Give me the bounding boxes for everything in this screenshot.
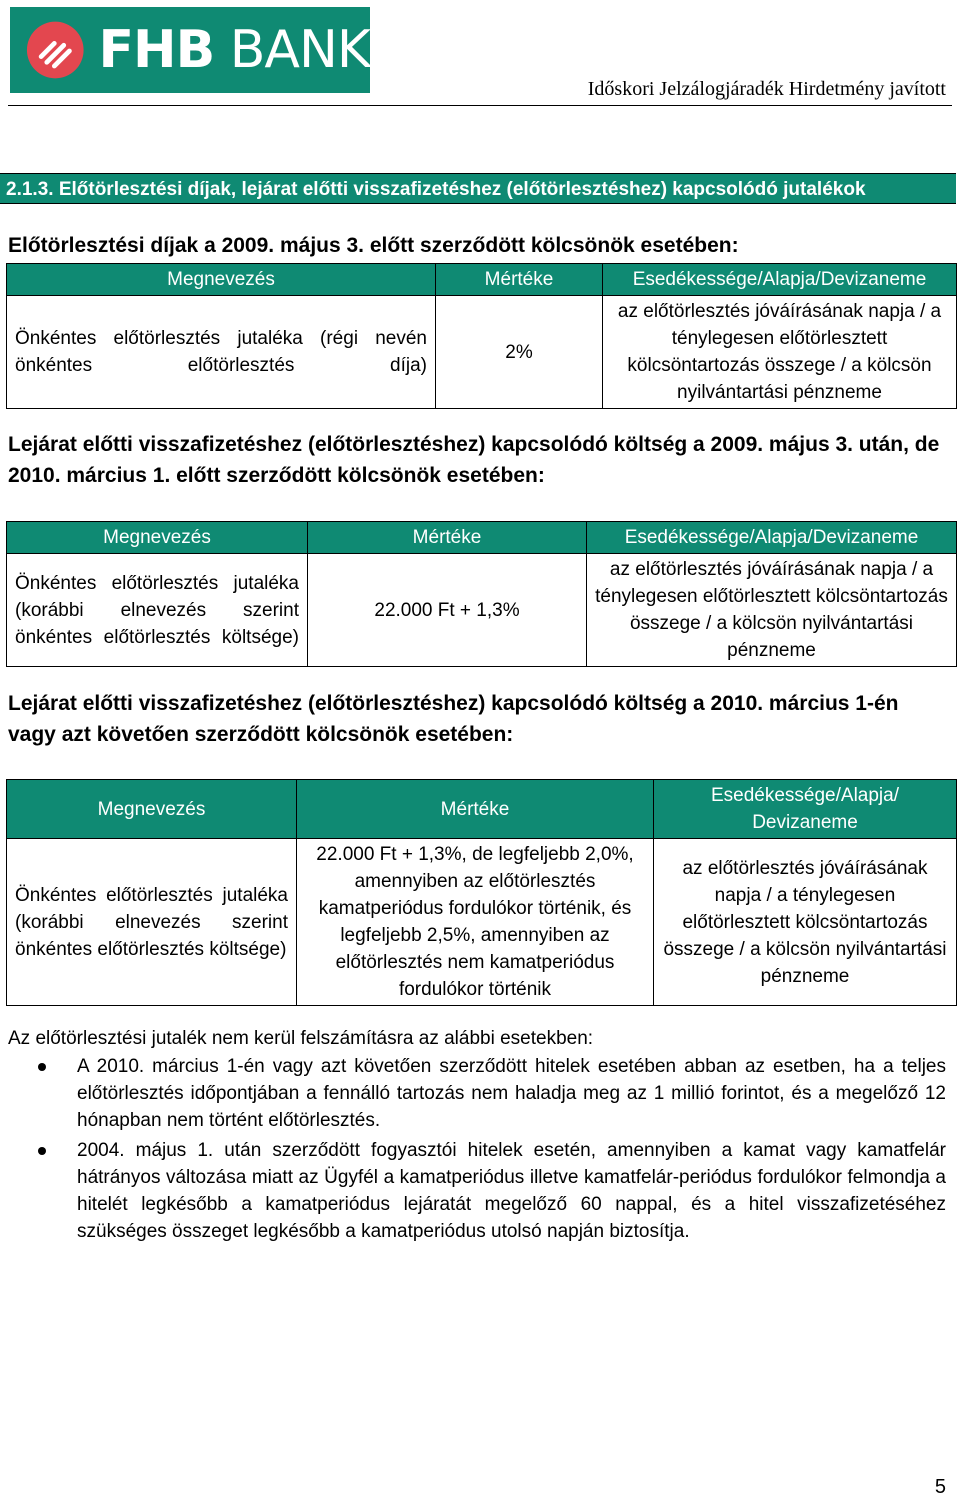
block2-table: [6, 521, 957, 667]
header-divider: [8, 105, 952, 106]
block3-heading: Lejárat előtti visszafizetéshez (előtörlesztéshez) kapcsolódó költség a 2010. március 1-én vagy azt követően szerződött kölcsönök esetében:: [8, 692, 899, 746]
table-cell: az előtörlesztés jóváírásának napja / a ténylegesen előtörlesztett kölcsöntartozás összege / a kölcsön nyilvántartási pénzneme: [654, 839, 957, 1006]
logo-text-bold: FHB: [98, 20, 215, 80]
list-item-text: 2004. május 1. után szerződött fogyasztói hitelek esetén, amennyiben a kamat vagy kamatfelár hátrányos változása miatt az Ügyfél a kamatperiódus illetve kamatfelár-periódus fordulókor felmondja a hitelét legkésőbb a kamatperiódus lejáratát megelőző 60 nappal, és a hitel visszafizetéséhez szükséges összeget legkésőbb a kamatperiódus utolsó napján biztosítja.: [77, 1140, 946, 1242]
fhb-logo-mark-icon: [26, 19, 85, 81]
table-header-row: [7, 780, 957, 839]
column-header: Esedékessége/Alapja/Devizaneme: [603, 264, 957, 296]
table-row: [7, 839, 957, 1006]
block2-heading: Lejárat előtti visszafizetéshez (előtörlesztéshez) kapcsolódó költség a 2009. május 3. után, de 2010. március 1. előtt szerződött kölcsönök esetében:: [8, 433, 940, 487]
list-item-text: A 2010. március 1-én vagy azt követően szerződött hitelek esetében abban az esetben, ha a teljes előtörlesztés időpontjában a fennálló tartozás nem haladja meg az 1 millió forintot, és a megelőző 12 hónapban nem történt előtörlesztés.: [77, 1056, 946, 1131]
table-cell: Önkéntes előtörlesztés jutaléka (korábbi elnevezés szerint önkéntes előtörlesztés költsége): [7, 554, 308, 667]
table-cell: 2%: [436, 296, 603, 409]
column-header: Esedékessége/Alapja/Devizaneme: [587, 522, 957, 554]
block1-heading: Előtörlesztési díjak a 2009. május 3. előtt szerződött kölcsönök esetében:: [8, 234, 739, 257]
block3-table: [6, 779, 957, 1006]
table-header-row: [7, 522, 957, 554]
block1-table: [6, 263, 957, 409]
column-header: Megnevezés: [7, 522, 308, 554]
table-cell: 22.000 Ft + 1,3%, de legfeljebb 2,0%, amennyiben az előtörlesztés kamatperiódus fordulókor történik, és legfeljebb 2,5%, amennyiben az előtörlesztés nem kamatperiódus fordulókor történik: [297, 839, 654, 1006]
table-header-row: [7, 264, 957, 296]
table-cell: 22.000 Ft + 1,3%: [308, 554, 587, 667]
table-row: [7, 296, 957, 409]
bullet-icon: [38, 1147, 46, 1155]
column-header: Megnevezés: [7, 780, 297, 839]
column-header: Esedékessége/Alapja/ Devizaneme: [654, 780, 957, 839]
page-number: 5: [934, 1476, 946, 1498]
table-cell: az előtörlesztés jóváírásának napja / a ténylegesen előtörlesztett kölcsöntartozás összege / a kölcsön nyilvántartási pénzneme: [603, 296, 957, 409]
document-title: Időskori Jelzálogjáradék Hirdetmény javított: [587, 78, 946, 100]
column-header: Megnevezés: [7, 264, 436, 296]
table-cell: Önkéntes előtörlesztés jutaléka (korábbi elnevezés szerint önkéntes előtörlesztés költsége): [7, 839, 297, 1006]
exemptions-list: [8, 1053, 946, 1248]
column-header: Mértéke: [436, 264, 603, 296]
logo-text-light: BANK: [214, 20, 370, 80]
column-header: Mértéke: [297, 780, 654, 839]
exemptions-intro: Az előtörlesztési jutalék nem kerül felszámításra az alábbi esetekben:: [8, 1028, 594, 1049]
table-cell: Önkéntes előtörlesztés jutaléka (régi nevén önkéntes előtörlesztés díja): [7, 296, 436, 409]
section-title: 2.1.3. Előtörlesztési díjak, lejárat előtti visszafizetéshez (előtörlesztéshez) kapcsolódó jutalékok: [0, 173, 956, 204]
column-header: Mértéke: [308, 522, 587, 554]
table-cell: az előtörlesztés jóváírásának napja / a ténylegesen előtörlesztett kölcsöntartozás összege / a kölcsön nyilvántartási pénzneme: [587, 554, 957, 667]
fhb-bank-logo: [10, 7, 370, 93]
bullet-icon: [38, 1063, 46, 1071]
logo-wordmark: [99, 20, 370, 80]
list-item: [8, 1053, 946, 1134]
list-item: [8, 1137, 946, 1245]
table-row: [7, 554, 957, 667]
